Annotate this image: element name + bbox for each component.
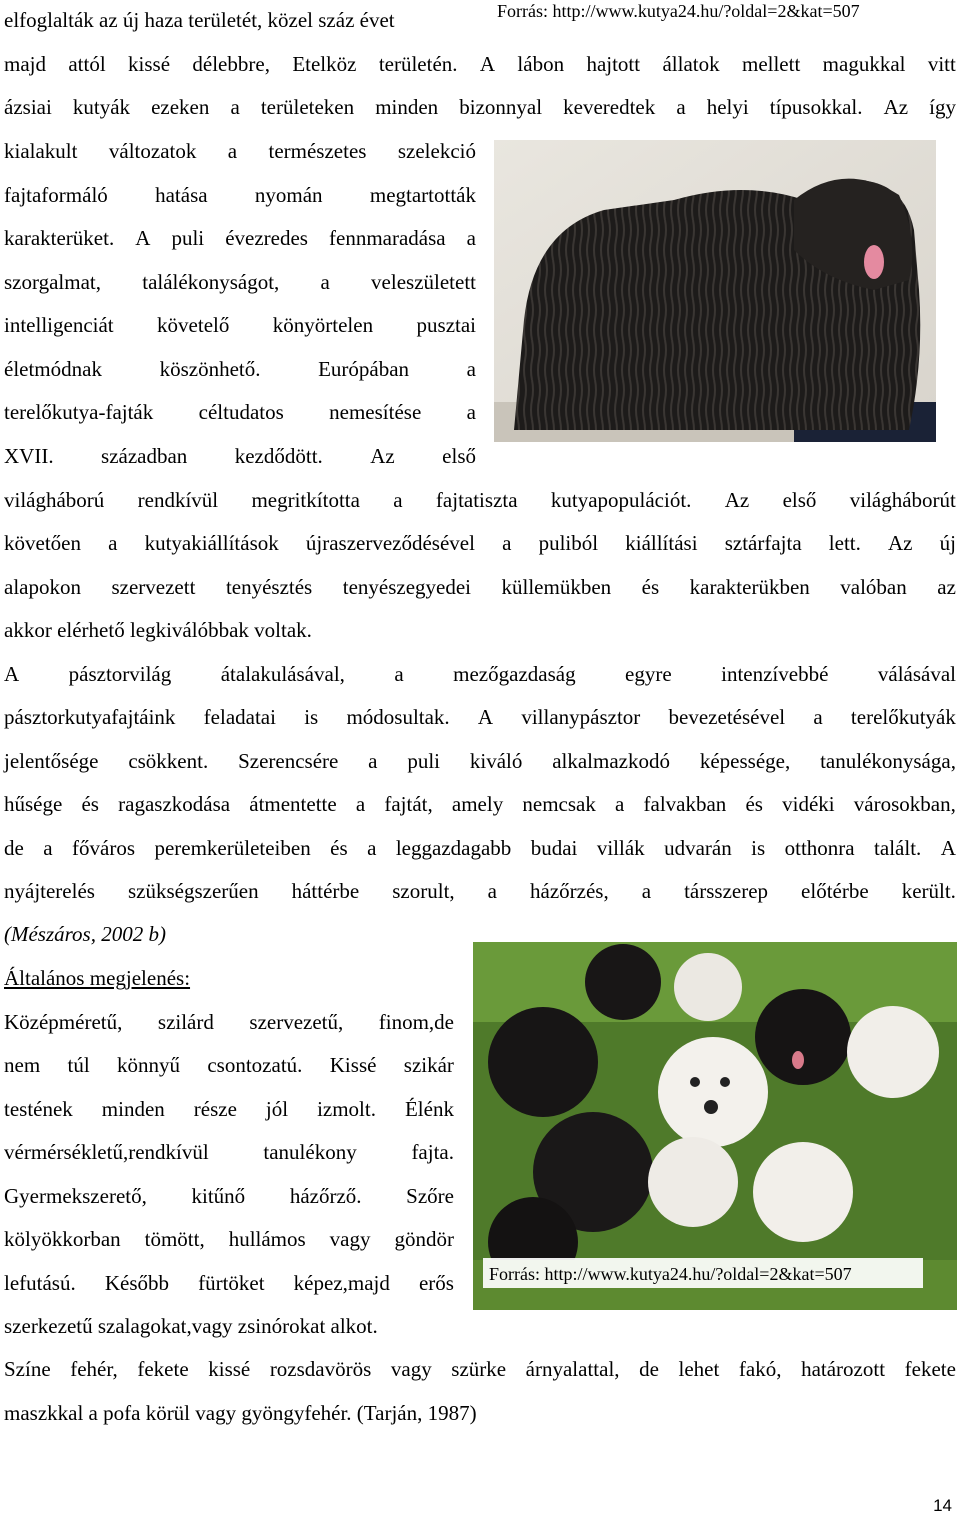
text-line: Középméretű, szilárd szervezetű, finom,de	[4, 1010, 454, 1034]
text-line: világháború rendkívül megritkította a fajtatiszta kutyapopulációt. Az első világháborút	[4, 488, 956, 512]
text-line: nem túl könnyű csontozatú. Kissé szikár	[4, 1053, 454, 1077]
text-line: karakterüket. A puli évezredes fennmaradása a	[4, 226, 476, 250]
text-line: A pásztorvilág átalakulásával, a mezőgazdaság egyre intenzívebbé válásával	[4, 662, 956, 686]
image-source-caption-top: Forrás: http://www.kutya24.hu/?oldal=2&kat=507	[497, 1, 860, 21]
text-line: kialakult változatok a természetes szelekció	[4, 139, 476, 163]
text-line: XVII. században kezdődött. Az első	[4, 444, 476, 468]
text-line: ázsiai kutyák ezeken a területeken minden bizonnyal keveredtek a helyi típusokkal. Az így	[4, 95, 956, 119]
text-line: intelligenciát követelő könyörtelen pusztai	[4, 313, 476, 337]
text-line: életmódnak köszönhető. Európában a	[4, 357, 476, 381]
text-line: de a főváros peremkerületeiben és a leggazdagabb budai villák udvarán is otthonra talált. A	[4, 836, 956, 860]
text-line: testének minden része jól izmolt. Élénk	[4, 1097, 454, 1121]
puli-dog-photo	[494, 140, 936, 442]
text-line: alapokon szervezett tenyésztés tenyészegyedei küllemükben és karakterükben valóban az	[4, 575, 956, 599]
text-line: akkor elérhető legkiválóbbak voltak.	[4, 618, 312, 642]
text-line: lefutású. Később fürtöket képez,majd erős	[4, 1271, 454, 1295]
text-line: vérmérsékletű,rendkívül tanulékony fajta.	[4, 1140, 454, 1164]
text-line: maszkkal a pofa körül vagy gyöngyfehér. (Tarján, 1987)	[4, 1401, 477, 1425]
page-number: 14	[933, 1496, 952, 1515]
text-line: pásztorkutyafajtáink feladatai is módosultak. A villanypásztor bevezetésével a terelőkutyák	[4, 705, 956, 729]
text-line: Gyermekszerető, kitűnő házőrző. Szőre	[4, 1184, 454, 1208]
text-line: terelőkutya-fajták céltudatos nemesítése a	[4, 400, 476, 424]
text-line: jelentősége csökkent. Szerencsére a puli kiváló alkalmazkodó képessége, tanulékonysága,	[4, 749, 956, 773]
text-line: fajtaformáló hatása nyomán megtartották	[4, 183, 476, 207]
image-source-caption-puppies: Forrás: http://www.kutya24.hu/?oldal=2&kat=507	[489, 1264, 852, 1284]
citation: (Mészáros, 2002 b)	[4, 922, 166, 946]
text-line: hűsége és ragaszkodása átmentette a fajtát, amely nemcsak a falvakban és vidéki városokban,	[4, 792, 956, 816]
text-line: majd attól kissé délebbre, Etelköz területén. A lábon hajtott állatok mellett magukkal vitt	[4, 52, 956, 76]
text-line: Színe fehér, fekete kissé rozsdavörös vagy szürke árnyalattal, de lehet fakó, határozott fekete	[4, 1357, 956, 1381]
text-line: kölyökkorban tömött, hullámos vagy göndör	[4, 1227, 454, 1251]
puli-puppies-photo	[473, 942, 957, 1310]
text-line: elfoglalták az új haza területét, közel száz évet	[4, 8, 395, 32]
section-heading: Általános megjelenés:	[4, 966, 191, 990]
text-line: szerkezetű szalagokat,vagy zsinórokat alkot.	[4, 1314, 378, 1338]
text-line: szorgalmat, találékonyságot, a veleszületett	[4, 270, 476, 294]
text-line: követően a kutyakiállítások újraszerveződésével a puliból kiállítási sztárfajta lett. Az új	[4, 531, 956, 555]
text-line: nyájterelés szükségszerűen háttérbe szorult, a házőrzés, a társszerep előtérbe került.	[4, 879, 956, 903]
